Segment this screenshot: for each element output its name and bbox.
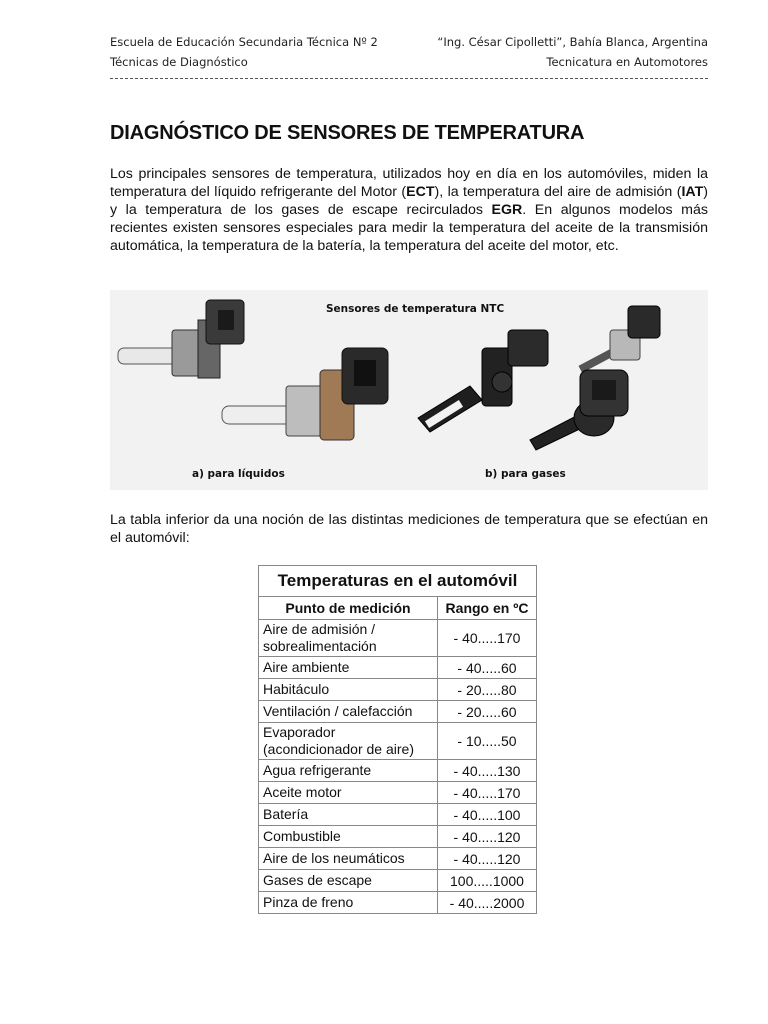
gas-sensor-cone-icon	[530, 370, 628, 450]
column-header-point: Punto de medición	[259, 597, 438, 620]
cell-point: Gases de escape	[259, 870, 438, 892]
table-row	[259, 870, 537, 892]
cell-point: Aceite motor	[259, 782, 438, 804]
cell-point: Batería	[259, 804, 438, 826]
table-row	[259, 701, 537, 723]
cell-range: 100.....1000	[438, 870, 537, 892]
header-institution: “Ing. César Cipolletti”, Bahía Blanca, Argentina	[437, 35, 708, 49]
cell-range: - 20.....60	[438, 701, 537, 723]
figure-caption: Sensores de temperatura NTC	[326, 303, 505, 315]
intro-egr: EGR	[491, 202, 523, 218]
table-row	[259, 723, 537, 760]
cell-range: - 40.....120	[438, 848, 537, 870]
table-row	[259, 657, 537, 679]
header-line-1	[110, 35, 708, 49]
table-row	[259, 760, 537, 782]
figure-label-b: b) para gases	[485, 468, 566, 480]
intro-text-3: ) y la temperatura de los gases de escape recirculados	[110, 184, 709, 218]
cell-range: - 40.....170	[438, 782, 537, 804]
table-intro-paragraph: La tabla inferior da una noción de las distintas mediciones de temperatura que se efectúan en el automóvil:	[110, 512, 708, 546]
sensor-figure	[110, 290, 708, 490]
table-row	[259, 620, 537, 657]
gas-sensor-flat-icon	[418, 330, 548, 432]
cell-point: Aire ambiente	[259, 657, 438, 679]
header-program: Tecnicatura en Automotores	[546, 55, 708, 69]
cell-point: Aire de los neumáticos	[259, 848, 438, 870]
cell-point: Agua refrigerante	[259, 760, 438, 782]
cell-range: - 40.....2000	[438, 892, 537, 914]
cell-point: Combustible	[259, 826, 438, 848]
intro-paragraph	[110, 165, 708, 255]
cell-range: - 40.....130	[438, 760, 537, 782]
table-row	[259, 892, 537, 914]
cell-point: Evaporador (acondicionador de aire)	[259, 723, 438, 760]
header-line-2	[110, 55, 708, 69]
column-header-range: Rango en ºC	[438, 597, 537, 620]
cell-range: - 40.....100	[438, 804, 537, 826]
intro-text-2: ), la temperatura del aire de admisión (	[434, 184, 682, 200]
intro-text-4: . En algunos modelos más recientes existen sensores especiales para medir la temperatura del aceite de la transmisión automática, la temperatura de la batería, la temperatura del aceite del motor, etc.	[110, 202, 708, 254]
cell-point: Pinza de freno	[259, 892, 438, 914]
table-row	[259, 826, 537, 848]
liquid-sensor-small-icon	[118, 300, 244, 378]
header-divider	[110, 78, 708, 79]
intro-ect: ECT	[406, 184, 435, 200]
page-title: DIAGNÓSTICO DE SENSORES DE TEMPERATURA	[110, 122, 585, 144]
temperature-table	[258, 565, 537, 914]
header-school: Escuela de Educación Secundaria Técnica Nº 2	[110, 35, 378, 49]
header-subject: Técnicas de Diagnóstico	[110, 55, 248, 69]
intro-text-1: Los principales sensores de temperatura, utilizados hoy en día en los automóviles, miden la temperatura del líquido refrigerante del Motor (	[110, 166, 708, 200]
cell-point: Habitáculo	[259, 679, 438, 701]
cell-range: - 40.....60	[438, 657, 537, 679]
table-title-row	[259, 566, 537, 597]
gas-sensor-small-icon	[578, 306, 660, 373]
table-row	[259, 848, 537, 870]
cell-range: - 20.....80	[438, 679, 537, 701]
table-row	[259, 679, 537, 701]
table-row	[259, 804, 537, 826]
table-row	[259, 782, 537, 804]
sensor-illustration	[110, 290, 708, 490]
cell-point: Aire de admisión / sobrealimentación	[259, 620, 438, 657]
figure-label-a: a) para líquidos	[192, 468, 285, 480]
cell-range: - 40.....120	[438, 826, 537, 848]
cell-range: - 40.....170	[438, 620, 537, 657]
cell-range: - 10.....50	[438, 723, 537, 760]
intro-iat: IAT	[681, 184, 704, 200]
table-header-row	[259, 597, 537, 620]
liquid-sensor-large-icon	[222, 348, 388, 440]
cell-point: Ventilación / calefacción	[259, 701, 438, 723]
table-title: Temperaturas en el automóvil	[259, 566, 537, 597]
